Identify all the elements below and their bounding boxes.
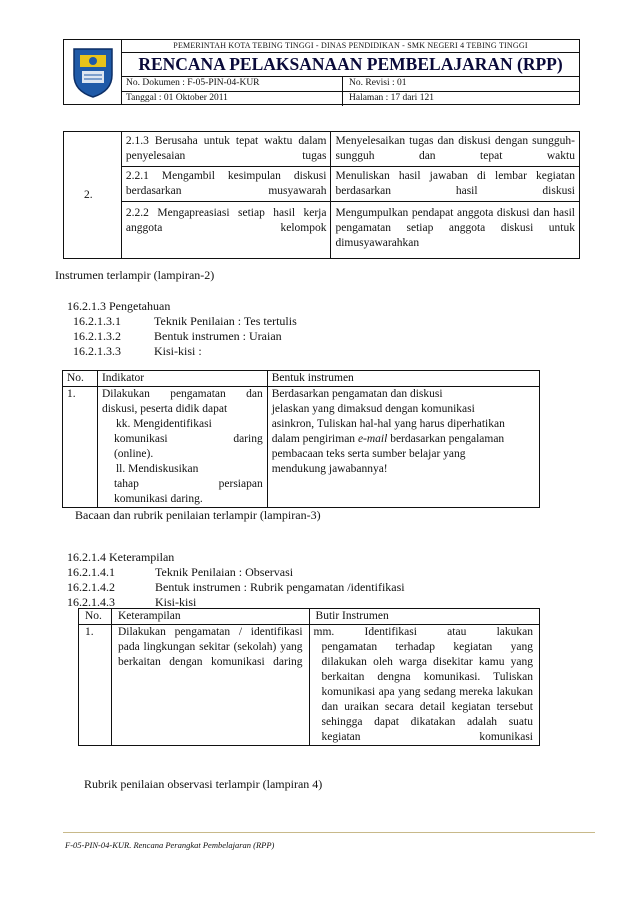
table-row	[63, 387, 540, 508]
items-text: pengamatan terhadap kegiatan yang dilakukan oleh warga disekitar kamu yang berkaitan dengna komunikasi. Tuliskan komunikasi apa yang sedang mereka lakukan dan uraikan secara detail kegiatan tersebut sehingga dapat dikatakan adalah suatu kegiatan komunikasi	[321, 641, 533, 743]
school-logo	[64, 40, 122, 104]
table-row	[64, 167, 580, 202]
skills-grid-table	[78, 608, 540, 746]
rubric-note: Rubrik penilaian observasi terlampir (lampiran 4)	[84, 777, 323, 791]
row-number-text: 2.	[84, 188, 93, 201]
indicator-line: (online).	[113, 448, 154, 460]
indicator-line: komunikasi daring	[113, 433, 263, 445]
document-header	[63, 39, 580, 105]
instrument-line: dalam pengiriman e-mail berdasarkan pengalaman	[271, 433, 505, 445]
header-row-doc	[122, 76, 579, 92]
list-item-number: 16.2.1.3.2	[73, 329, 121, 343]
doc-number: No. Dokumen : F-05-PIN-04-KUR	[126, 78, 260, 88]
activity-cell: Mengumpulkan pendapat anggota diskusi dan hasil pengamatan setiap anggota diskusi untuk dimusyawarahkan	[331, 202, 580, 259]
items-first-line: mm. Identifikasi atau lakukan	[313, 626, 533, 638]
instrument-line: jelaskan yang dimaksud dengan komunikasi	[271, 403, 475, 415]
instrument-line: asinkron, Tuliskan hal-hal yang harus diperhatikan	[271, 418, 505, 430]
page-count: Halaman : 17 dari 121	[342, 91, 434, 106]
indicator-line: komunikasi daring.	[113, 493, 203, 505]
list-item-text: Teknik Penilaian : Observasi	[155, 565, 294, 579]
indicator-cell	[97, 387, 267, 508]
header-no: No.	[63, 371, 98, 387]
header-institution: PEMERINTAH KOTA TEBING TINGGI - DINAS PENDIDIKAN - SMK NEGERI 4 TEBING TINGGI	[122, 40, 579, 53]
skill-cell: Dilakukan pengamatan / identifikasi pada lingkungan sekitar (sekolah) yang berkaitan dengan komunikasi daring	[111, 625, 309, 746]
header-no: No.	[79, 609, 112, 625]
table-row	[64, 132, 580, 167]
row-number: 1.	[63, 387, 98, 508]
header-row-date	[122, 91, 579, 106]
knowledge-grid-table	[62, 370, 540, 508]
revision-number: No. Revisi : 01	[342, 76, 407, 91]
footer-divider	[63, 832, 595, 833]
document-title: RENCANA PELAKSANAAN PEMBELAJARAN (RPP)	[122, 52, 579, 77]
list-item-number: 16.2.1.4.2	[67, 580, 115, 594]
list-item-text: Kisi-kisi :	[154, 344, 202, 358]
list-item-number: 16.2.1.3.3	[73, 344, 121, 358]
indicator-line: diskusi, peserta didik dapat	[101, 403, 228, 415]
indicator-line: kk. Mengidentifikasi	[115, 418, 212, 430]
indicator-line: ll. Mendiskusikan	[115, 463, 199, 475]
row-number	[64, 132, 122, 259]
header-instrument: Bentuk instrumen	[267, 371, 539, 387]
shield-logo-icon	[70, 45, 116, 99]
indicator-line: tahap persiapan	[113, 478, 263, 490]
reading-note: Bacaan dan rubrik penilaian terlampir (lampiran-3)	[75, 508, 321, 522]
list-item-number: 16.2.1.3.1	[73, 314, 121, 328]
indicator-line: Dilakukan pengamatan dan	[101, 388, 263, 400]
section-heading-knowledge: 16.2.1.3 Pengetahuan	[67, 299, 171, 313]
section-heading-skills: 16.2.1.4 Keterampilan	[67, 550, 175, 564]
instrument-line: Berdasarkan pengamatan dan diskusi	[271, 388, 443, 400]
items-cell	[309, 625, 539, 746]
doc-date: Tanggal : 01 Oktober 2011	[126, 93, 228, 103]
activity-cell: Menyelesaikan tugas dan diskusi dengan sungguh-sungguh dan tepat waktu	[331, 132, 580, 167]
table-row	[79, 625, 540, 746]
instrument-cell	[267, 387, 539, 508]
attitude-table	[63, 131, 580, 259]
indicator-cell: 2.1.3 Berusaha untuk tepat waktu dalam penyelesaian tugas	[121, 132, 331, 167]
page-footer: F-05-PIN-04-KUR. Rencana Perangkat Pembelajaran (RPP)	[65, 840, 275, 850]
list-item-text: Teknik Penilaian : Tes tertulis	[154, 314, 297, 328]
indicator-cell: 2.2.1 Mengambil kesimpulan diskusi berdasarkan musyawarah	[121, 167, 331, 202]
indicator-cell: 2.2.2 Mengapreasiasi setiap hasil kerja anggota kelompok	[121, 202, 331, 259]
table-header-row	[79, 609, 540, 625]
header-items: Butir Instrumen	[309, 609, 539, 625]
list-item-number: 16.2.1.4.3	[67, 595, 115, 609]
instrument-line: pembacaan teks serta sumber belajar yang	[271, 448, 466, 460]
header-indicator: Indikator	[97, 371, 267, 387]
activity-cell: Menuliskan hasil jawaban di lembar kegiatan berdasarkan hasil diskusi	[331, 167, 580, 202]
header-skill: Keterampilan	[111, 609, 309, 625]
table-header-row	[63, 371, 540, 387]
instrument-note: Instrumen terlampir (lampiran-2)	[55, 268, 215, 282]
row-number: 1.	[79, 625, 112, 746]
table-row	[64, 202, 580, 259]
list-item-number: 16.2.1.4.1	[67, 565, 115, 579]
list-item-text: Kisi-kisi	[155, 595, 197, 609]
list-item-text: Bentuk instrumen : Rubrik pengamatan /identifikasi	[155, 580, 405, 594]
list-item-text: Bentuk instrumen : Uraian	[154, 329, 282, 343]
instrument-line: mendukung jawabannya!	[271, 463, 388, 475]
